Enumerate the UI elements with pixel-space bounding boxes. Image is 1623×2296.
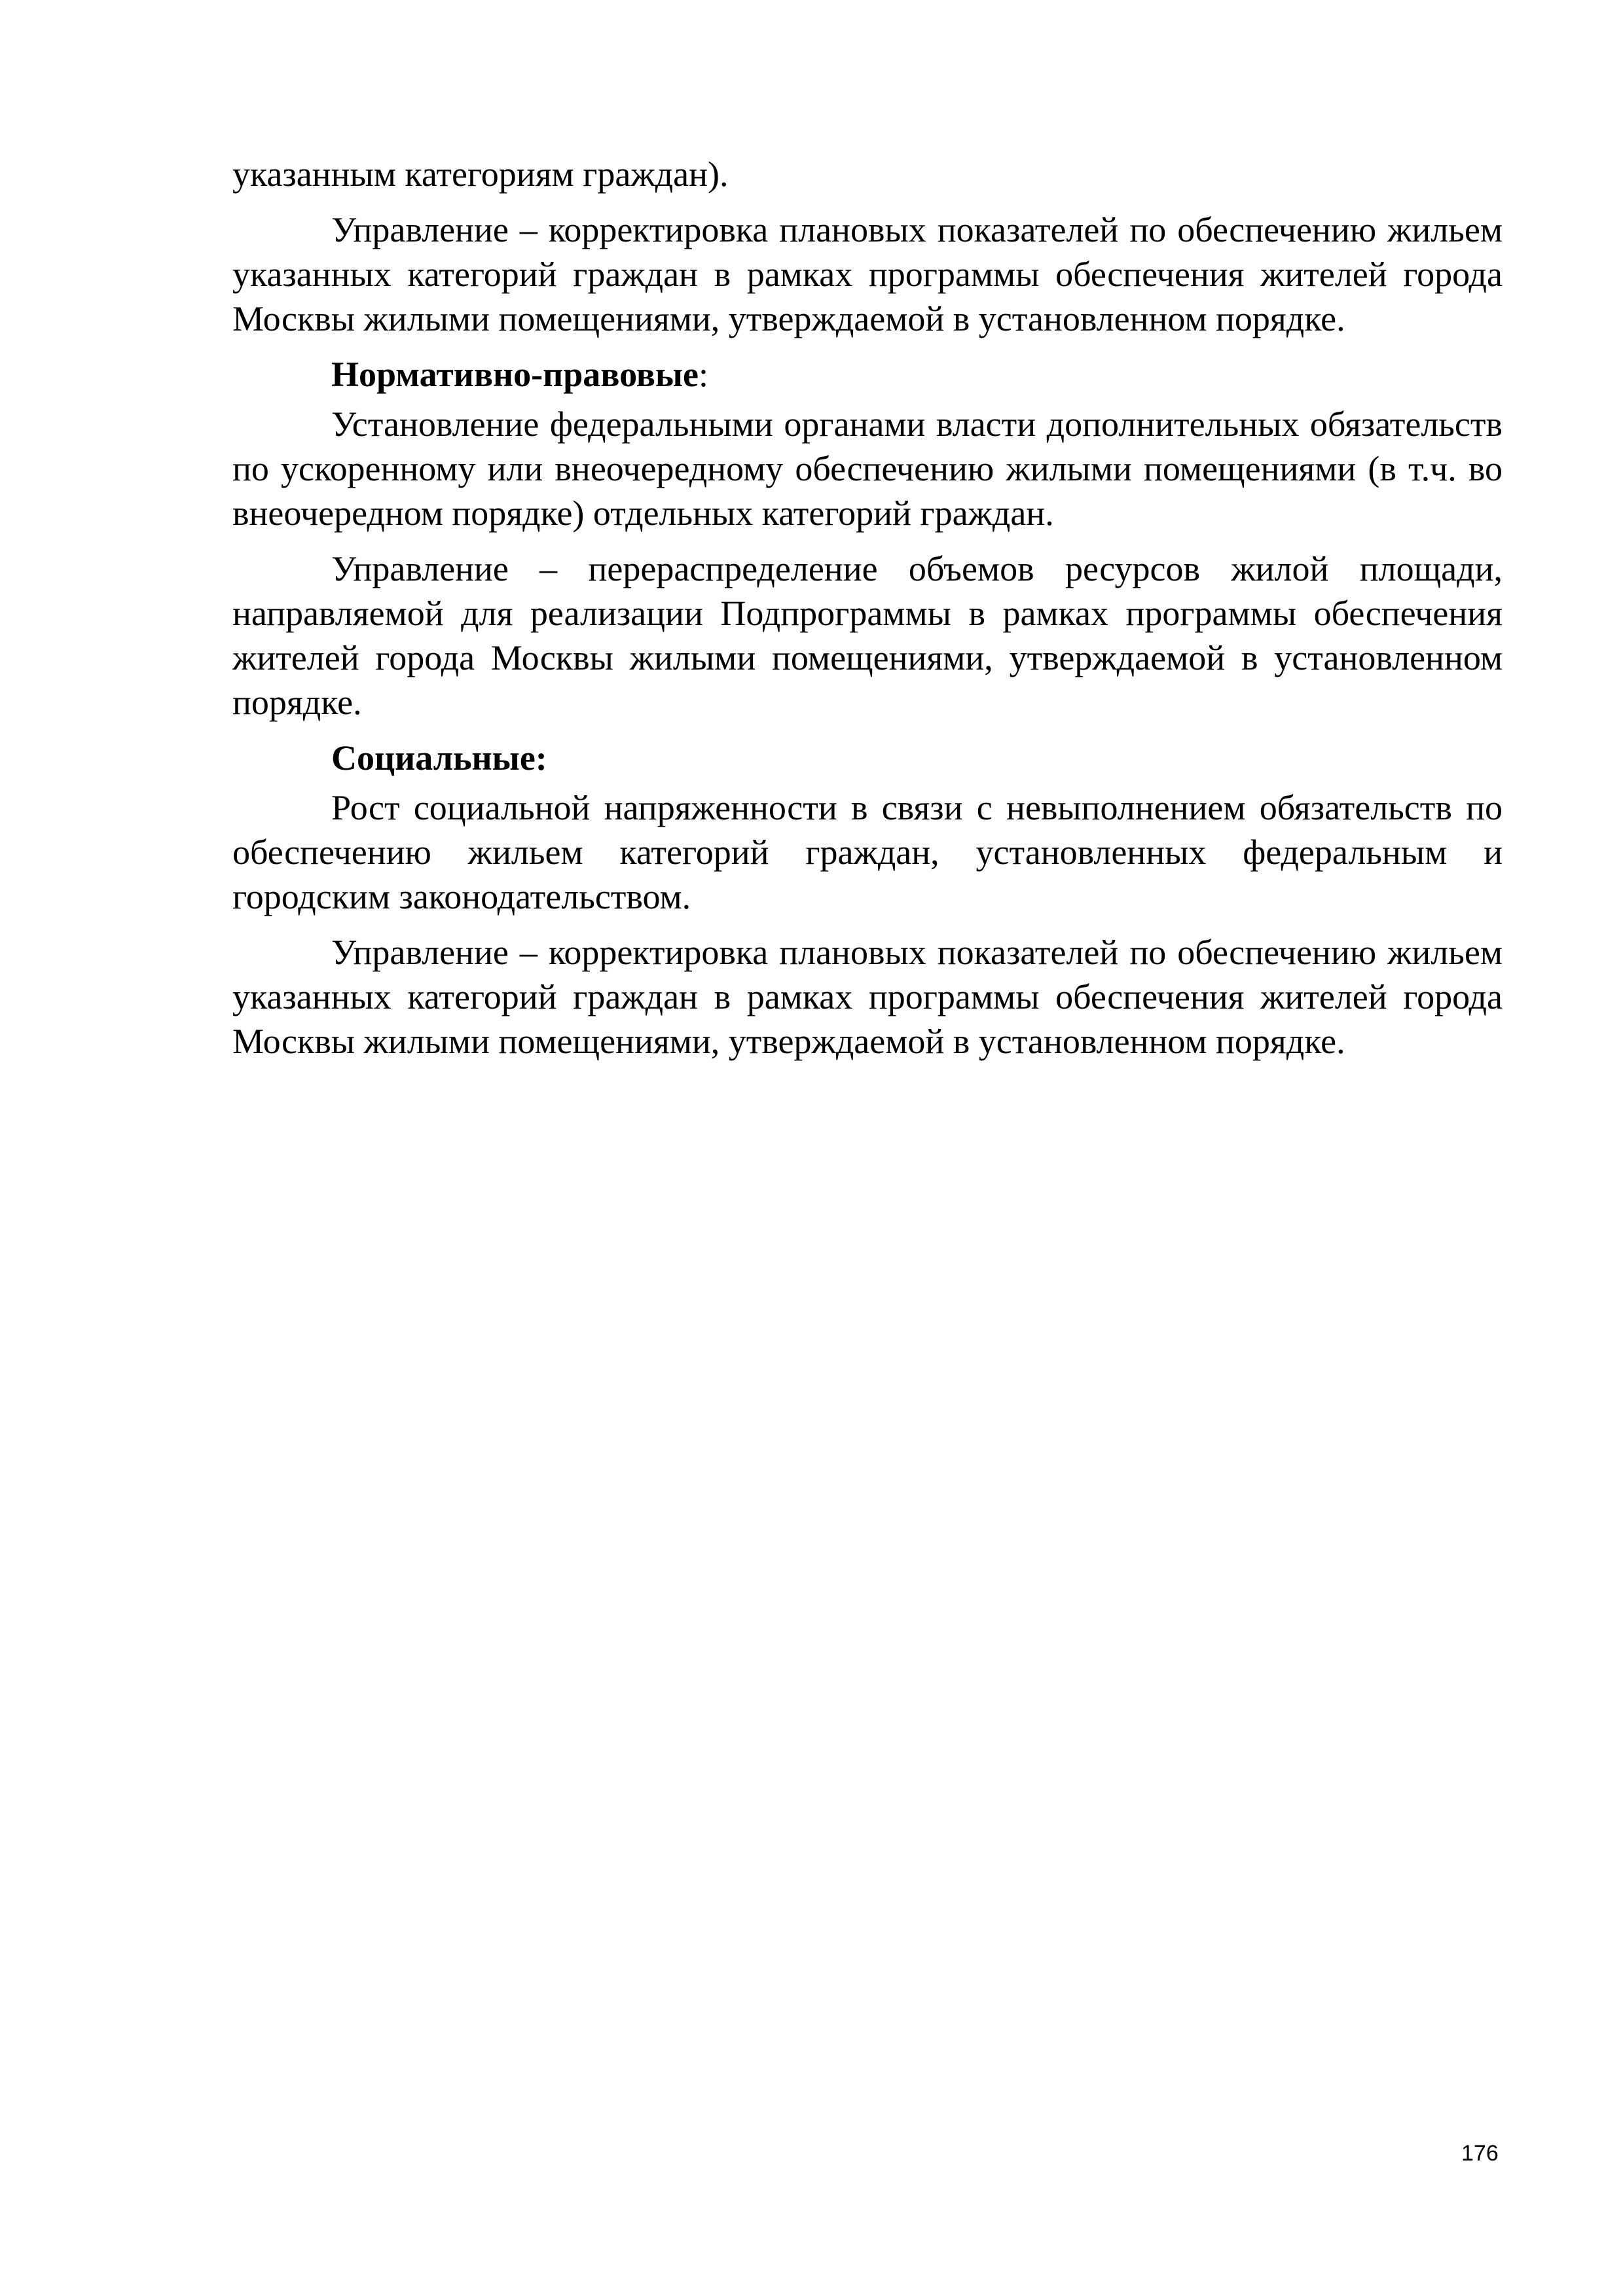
section-heading-normative: [232, 352, 1503, 397]
social-risk-paragraph: Рост социальной напряженности в связи с невыполнением обязательств по обеспечению жильем категорий граждан, установленных федеральным и городским законодательством.: [232, 788, 1503, 916]
section-heading-normative-colon: :: [699, 355, 709, 394]
continuation-text: указанным категориям граждан).: [232, 154, 729, 194]
normative-management-paragraph: Управление – перераспределение объемов ресурсов жилой площади, направляемой для реализации Подпрограммы в рамках программы обеспечения жителей города Москвы жилыми помещениями, утверждаемой в установленном порядке.: [232, 549, 1503, 722]
normative-risk-paragraph: Установление федеральными органами власти дополнительных обязательств по ускоренному или внеочередному обеспечению жилыми помещениями (в т.ч. во внеочередном порядке) отдельных категорий граждан.: [232, 404, 1503, 533]
section-heading-social: [232, 736, 1503, 780]
management-paragraph: Управление – корректировка плановых показателей по обеспечению жильем указанных категорий граждан в рамках программы обеспечения жителей города Москвы жилыми помещениями, утверждаемой в установленном порядке.: [232, 210, 1503, 338]
social-management-paragraph: Управление – корректировка плановых показателей по обеспечению жильем указанных категорий граждан в рамках программы обеспечения жителей города Москвы жилыми помещениями, утверждаемой в установленном порядке.: [232, 933, 1503, 1061]
document-body: [232, 152, 1503, 1075]
section-heading-normative-label: Нормативно-правовые: [331, 355, 699, 394]
section-heading-social-label: Социальные:: [331, 738, 547, 778]
page-number: 176: [1461, 2141, 1499, 2166]
